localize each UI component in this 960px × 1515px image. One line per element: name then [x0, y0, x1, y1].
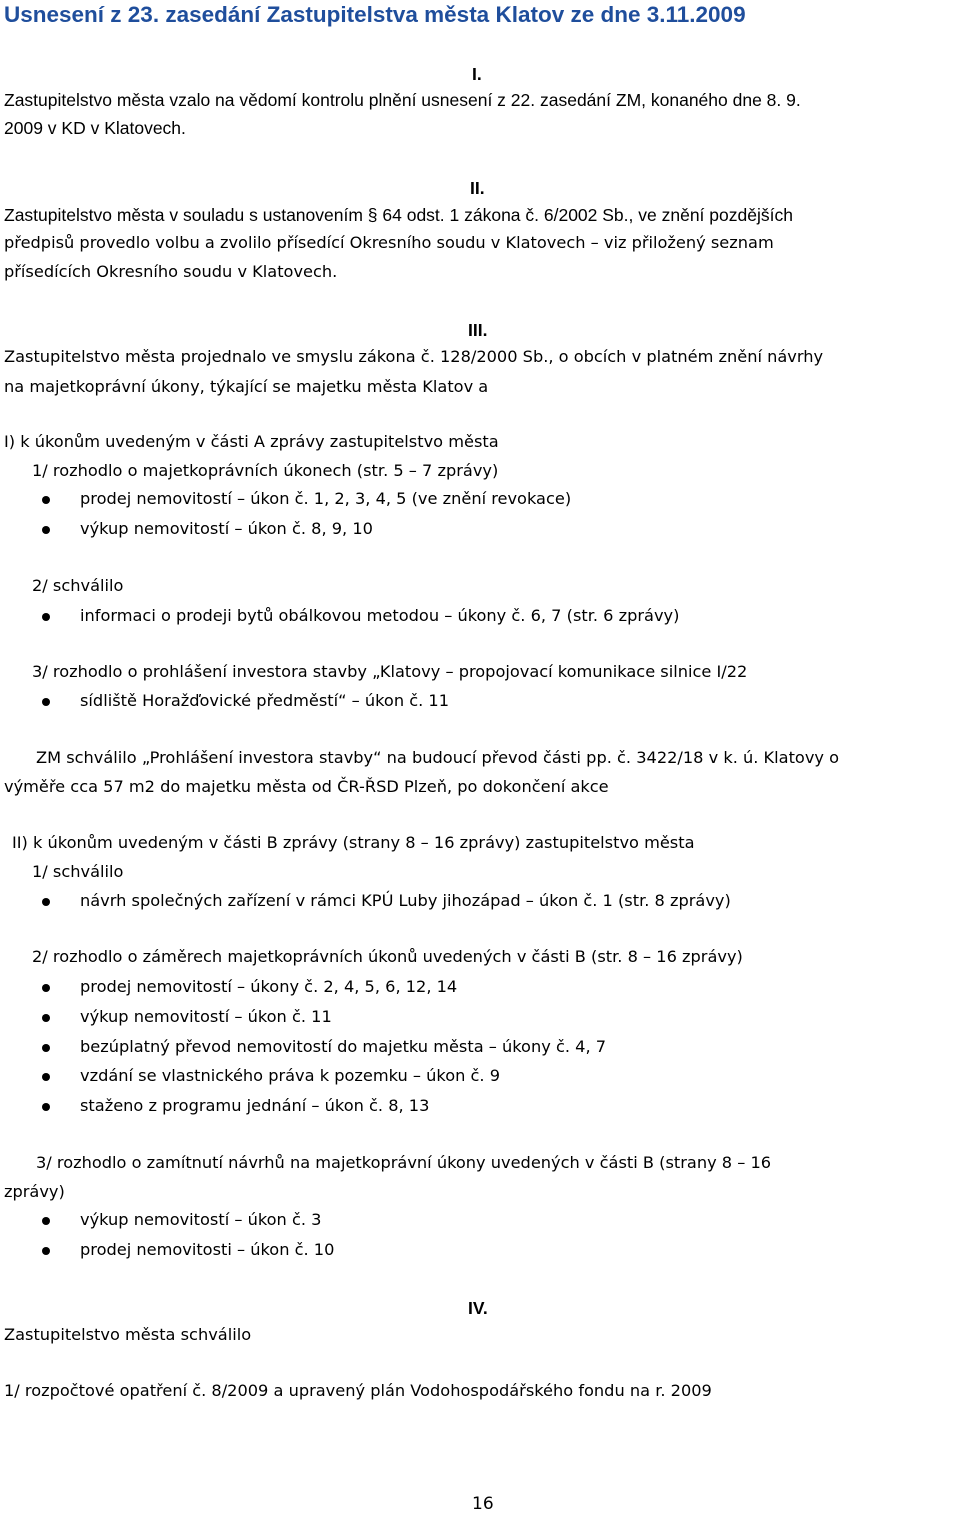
section-numeral-2: II.: [470, 178, 485, 198]
list-item: informaci o prodeji bytů obálkovou metodou – úkony č. 6, 7 (str. 6 zprávy): [80, 606, 680, 625]
section-3-intro-line-1: Zastupitelstvo města projednalo ve smyslu zákona č. 128/2000 Sb., o obcích v platném znění návrhy: [4, 347, 824, 366]
document-title: Usnesení z 23. zasedání Zastupitelstva města Klatov ze dne 3.11.2009: [4, 2, 746, 27]
bullet-icon: [42, 1073, 50, 1081]
list-item: sídliště Horažďovické předměstí“ – úkon č. 11: [80, 691, 450, 710]
list-item: prodej nemovitostí – úkony č. 2, 4, 5, 6, 12, 14: [80, 977, 458, 996]
section-4-intro: Zastupitelstvo města schválilo: [4, 1325, 252, 1344]
list-item: výkup nemovitostí – úkon č. 11: [80, 1007, 332, 1026]
list-item: výkup nemovitostí – úkon č. 3: [80, 1210, 322, 1229]
section-numeral-3: III.: [468, 320, 488, 340]
bullet-icon: [42, 698, 50, 706]
part-a-sub2: 2/ schválilo: [32, 576, 124, 595]
list-item: staženo z programu jednání – úkon č. 8, 13: [80, 1096, 430, 1115]
section-2-line-3: přísedících Okresního soudu v Klatovech.: [4, 262, 338, 281]
part-a-heading: I) k úkonům uvedeným v části A zprávy zastupitelstvo města: [4, 432, 499, 451]
page-number: 16: [472, 1494, 494, 1514]
part-b-sub2: 2/ rozhodlo o záměrech majetkoprávních úkonů uvedených v části B (str. 8 – 16 zprávy): [32, 947, 743, 966]
part-b-heading: II) k úkonům uvedeným v části B zprávy (strany 8 – 16 zprávy) zastupitelstvo města: [12, 833, 695, 852]
section-3-intro-line-2: na majetkoprávní úkony, týkající se majetku města Klatov a: [4, 377, 489, 396]
bullet-icon: [42, 496, 50, 504]
section-1-line-2: 2009 v KD v Klatovech.: [4, 118, 186, 138]
bullet-icon: [42, 1014, 50, 1022]
list-item: prodej nemovitostí – úkon č. 1, 2, 3, 4, 5 (ve znění revokace): [80, 489, 572, 508]
list-item: výkup nemovitostí – úkon č. 8, 9, 10: [80, 519, 373, 538]
bullet-icon: [42, 1247, 50, 1255]
part-b-sub1: 1/ schválilo: [32, 862, 124, 881]
list-item: prodej nemovitosti – úkon č. 10: [80, 1240, 335, 1259]
list-item: návrh společných zařízení v rámci KPÚ Luby jihozápad – úkon č. 1 (str. 8 zprávy): [80, 891, 731, 910]
section-2-line-1: Zastupitelstvo města v souladu s ustanovením § 64 odst. 1 zákona č. 6/2002 Sb., ve znění pozdějších: [4, 205, 793, 225]
bullet-icon: [42, 613, 50, 621]
bullet-icon: [42, 1217, 50, 1225]
section-4-item: 1/ rozpočtové opatření č. 8/2009 a upravený plán Vodohospodářského fondu na r. 2009: [4, 1381, 712, 1400]
bullet-icon: [42, 898, 50, 906]
part-b-sub3-line-1: 3/ rozhodlo o zamítnutí návrhů na majetkoprávní úkony uvedených v části B (strany 8 – 16: [36, 1153, 772, 1172]
list-item: bezúplatný převod nemovitostí do majetku města – úkony č. 4, 7: [80, 1037, 607, 1056]
list-item: vzdání se vlastnického práva k pozemku – úkon č. 9: [80, 1066, 501, 1085]
section-numeral-4: IV.: [468, 1298, 488, 1318]
part-a-sub1: 1/ rozhodlo o majetkoprávních úkonech (str. 5 – 7 zprávy): [32, 461, 499, 480]
part-b-sub3-line-2: zprávy): [4, 1182, 65, 1201]
bullet-icon: [42, 1044, 50, 1052]
section-numeral-1: I.: [472, 64, 482, 84]
section-2-line-2: předpisů provedlo volbu a zvolilo přísedící Okresního soudu v Klatovech – viz přiložený seznam: [4, 233, 774, 252]
bullet-icon: [42, 984, 50, 992]
part-a-sub3: 3/ rozhodlo o prohlášení investora stavby „Klatovy – propojovací komunikace silnice I/22: [32, 662, 748, 681]
zm-note-line-1: ZM schválilo „Prohlášení investora stavby“ na budoucí převod části pp. č. 3422/18 v k. ú. Klatovy o: [36, 748, 840, 767]
zm-note-line-2: výměře cca 57 m2 do majetku města od ČR-ŘSD Plzeň, po dokončení akce: [4, 777, 609, 796]
section-1-line-1: Zastupitelstvo města vzalo na vědomí kontrolu plnění usnesení z 22. zasedání ZM, konaného dne 8. 9.: [4, 90, 801, 110]
bullet-icon: [42, 1103, 50, 1111]
bullet-icon: [42, 526, 50, 534]
